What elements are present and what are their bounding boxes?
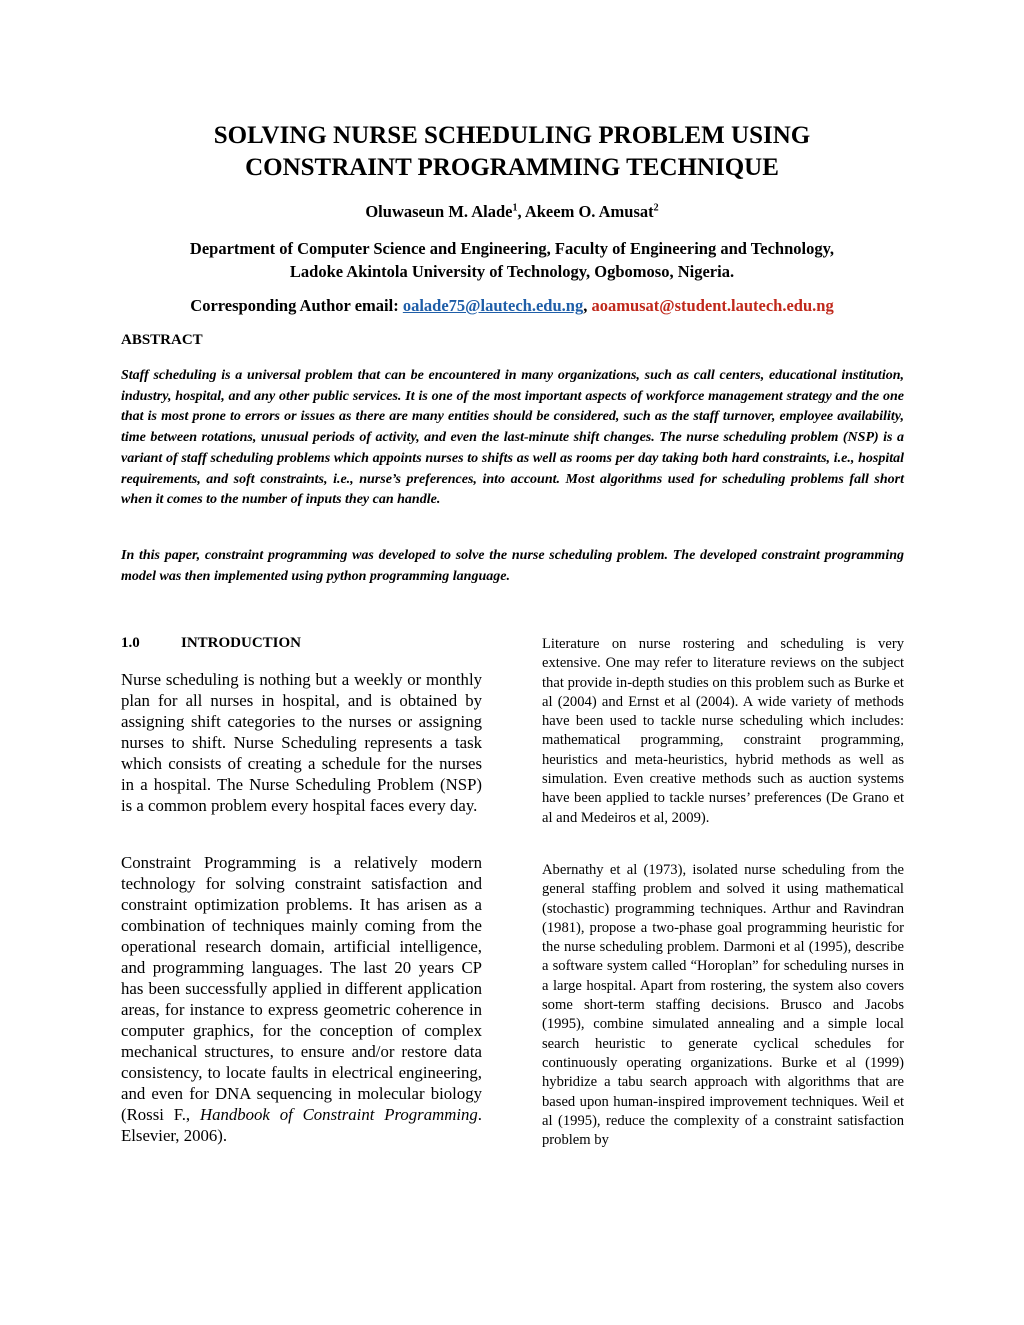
paper-title [100,120,924,184]
email-link-primary[interactable]: oalade75@lautech.edu.ng [402,296,584,315]
intro-right-paragraph-1: Literature on nurse rostering and scheduling is very extensive. One may refer to literature reviews on the subject that provide in-depth studies on this problem such as Burke et al (2004) and Ernst et al (2004). A wide variety of methods have been used to tackle nurse scheduling which includes: mathematical programming, constraint programming, heuristics and meta-heuristics, hybrid methods as well as simulation. Even creative methods such as auction systems have been applied to tackle nurses’ preferences (De Grano et al and Medeiros et al, 2009). [542,636,904,826]
intro-left-paragraph-1: Nurse scheduling is nothing but a weekly or monthly plan for all nurses in hospital, and is obtained by assigning shift categories to the nurses or assigning nurses to shift. Nurse Scheduling represents a task which consists of creating a schedule for the nurses in a hospital. The Nurse Scheduling Problem (NSP) is a common problem every hospital faces every day. [121,670,482,815]
email-link-secondary[interactable]: aoamusat@student.lautech.edu.ng [591,296,834,315]
intro-right-paragraph-2: Abernathy et al (1973), isolated nurse scheduling from the general staffing problem and solved it using mathematical (stochastic) programming techniques. Arthur and Ravindran (1981), propose a two-phase goal programming heuristic for the nurse scheduling problem. Darmoni et al (1995), describe a software system called “Horoplan” for scheduling nurses in a large hospital. Apart from rostering, the system also covers some short-term staffing decisions. Brusco and Jacobs (1995), combine simulated annealing and a simple local search heuristic to generate cyclical schedules for continuously operating organizations. Burke et al (1999) hybridize a tabu search approach with algorithms that are based upon human-inspired improvement techniques. Weil et al (1995), reduce the complexity of a constraint satisfaction problem by [542,862,904,1149]
section-number: 1.0 [121,635,140,651]
intro-left-paragraph-2-end: . Elsevier, 2006). [121,1105,482,1145]
author-2: Akeem O. Amusat [524,202,654,221]
corresponding-label: Corresponding Author email: [190,296,403,315]
author-1: Oluwaseun M. Alade [365,202,513,221]
corresponding-author [100,296,924,316]
author-separator: , [517,202,525,221]
intro-left-paragraph-2 [121,852,482,1146]
intro-left-paragraph-2-text: Constraint Programming is a relatively modern technology for solving constraint satisfaction and constraint optimization problems. It has arisen as a combination of techniques mainly coming from the operational research domain, artificial intelligence, and programming languages. The last 20 years CP has been successfully applied in different application areas, for instance to express geometric coherence in computer graphics, for the conception of complex mechanical structures, to ensure and/or restore data consistency, to locate faults in electrical engineering, and even for DNA sequencing in molecular biology (Rossi F., [121,853,482,1124]
author-2-affiliation-mark: 2 [653,202,659,214]
title-line-2: CONSTRAINT PROGRAMMING TECHNIQUE [245,154,779,181]
abstract-paragraph-1: Staff scheduling is a universal problem that can be encountered in many organizations, such as call centers, educational institution, industry, hospital, and any other public services. It is one of the most important aspects of workforce management strategy and the one that is most prone to errors or issues as there are many entities should be considered, such as the staff turnover, employee availability, time between rotations, unusual periods of activity, and even the last-minute shift changes. The nurse scheduling problem (NSP) is a variant of staff scheduling problems which appoints nurses to shifts as well as rooms per day taking both hard constraints, i.e., hospital requirements, and soft constraints, i.e., nurse’s preferences, into account. Most algorithms used for scheduling problems fall short when it comes to the number of inputs they can handle. [121,368,904,508]
author-1-affiliation-mark: 1 [512,202,518,214]
affiliation [100,237,924,283]
section-title: INTRODUCTION [181,635,302,651]
section-heading-introduction [121,635,301,652]
abstract-heading: ABSTRACT [121,332,203,348]
affiliation-line-2: Ladoke Akintola University of Technology, Ogbomoso, Nigeria. [289,262,735,281]
book-title: Handbook of Constraint Programming [199,1105,478,1124]
author-list [100,202,924,222]
email-separator: , [583,296,592,315]
title-line-1: SOLVING NURSE SCHEDULING PROBLEM USING [213,122,811,149]
abstract-paragraph-2: In this paper, constraint programming was developed to solve the nurse scheduling problem. The developed constraint programming model was then implemented using python programming language. [121,548,904,584]
affiliation-line-1: Department of Computer Science and Engineering, Faculty of Engineering and Technology, [189,239,835,258]
